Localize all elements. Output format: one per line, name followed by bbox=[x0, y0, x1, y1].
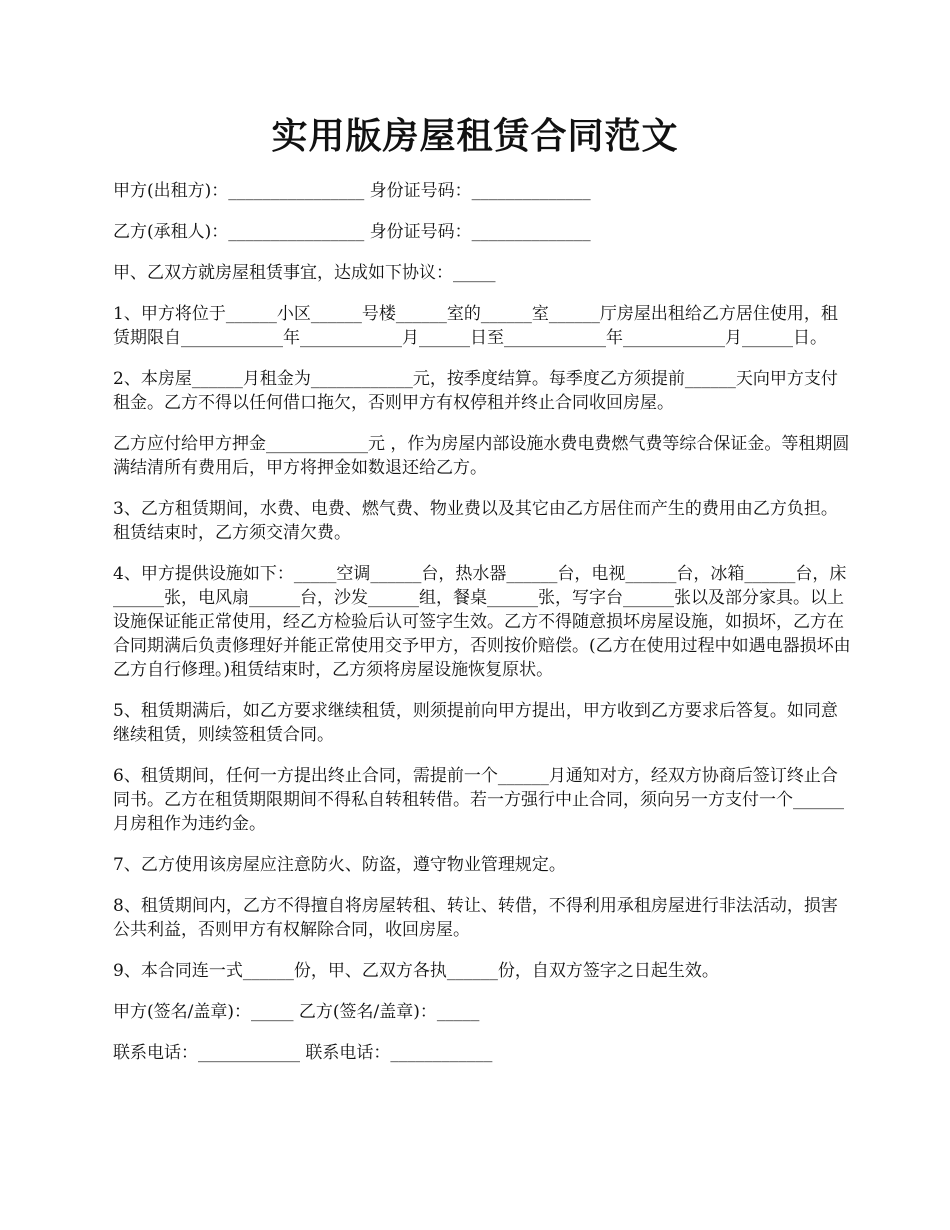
deposit-paragraph: 乙方应付给甲方押金____________元 ，作为房屋内部设施水费电费燃气费等综合保证金。等租期圆满结清所有费用后，甲方将押金如数退还给乙方。 bbox=[113, 434, 850, 478]
party-a-line: 甲方(出租方)：________________ 身份证号码：______________ bbox=[113, 181, 591, 201]
agreement-intro: 甲、乙双方就房屋租赁事宜，达成如下协议：_____ bbox=[113, 263, 496, 283]
signature-line: 甲方(签名/盖章)：_____ 乙方(签名/盖章)：_____ bbox=[113, 1002, 480, 1022]
party-b-line: 乙方(承租人)：________________ 身份证号码：______________ bbox=[113, 222, 591, 242]
document-title: 实用版房屋租赁合同范文 bbox=[271, 115, 679, 157]
clause-8: 8、租赁期间内，乙方不得擅自将房屋转租、转让、转借，不得利用承租房屋进行非法活动，损害公共利益，否则甲方有权解除合同，收回房屋。 bbox=[113, 896, 838, 940]
document-body bbox=[113, 179, 853, 1082]
clause-3: 3、乙方租赁期间，水费、电费、燃气费、物业费以及其它由乙方居住而产生的费用由乙方负担。租赁结束时，乙方须交清欠费。 bbox=[113, 499, 838, 543]
clause-9: 9、本合同连一式______份，甲、乙双方各执______份，自双方签字之日起生效。 bbox=[113, 961, 719, 981]
clause-6: 6、租赁期间，任何一方提出终止合同，需提前一个______月通知对方，经双方协商后签订终止合同书。乙方在租赁期限期间不得私自转租转借。若一方强行中止合同，须向另一方支付一个______月房租作为违约金。 bbox=[113, 766, 844, 834]
clause-1: 1、甲方将位于______小区______号楼______室的______室______厅房屋出租给乙方居住使用，租赁期限自____________年____________月______日至____________年____________月______日。 bbox=[113, 304, 838, 348]
contact-phone-line: 联系电话：____________ 联系电话：____________ bbox=[113, 1043, 493, 1063]
clause-4: 4、甲方提供设施如下：_____空调______台，热水器______台，电视______台，冰箱______台，床______张，电风扇______台，沙发______组，餐桌______张，写字台______张以及部分家具。以上设施保证能正常使用，经乙方检验后认可签字生效。乙方不得随意损坏房屋设施，如损坏，乙方在合同期满后负责修理好并能正常使用交予甲方，否则按价赔偿。(乙方在使用过程中如遇电器损坏由乙方自行修理。)租赁结束时，乙方须将房屋设施恢复原状。 bbox=[113, 564, 851, 680]
clause-7: 7、乙方使用该房屋应注意防火、防盗，遵守物业管理规定。 bbox=[113, 855, 566, 875]
clause-5: 5、租赁期满后，如乙方要求继续租赁，则须提前向甲方提出，甲方收到乙方要求后答复。如同意继续租赁，则续签租赁合同。 bbox=[113, 701, 838, 745]
clause-2: 2、本房屋______月租金为____________元，按季度结算。每季度乙方须提前______天向甲方支付租金。乙方不得以任何借口拖欠，否则甲方有权停租并终止合同收回房屋。 bbox=[113, 369, 838, 413]
